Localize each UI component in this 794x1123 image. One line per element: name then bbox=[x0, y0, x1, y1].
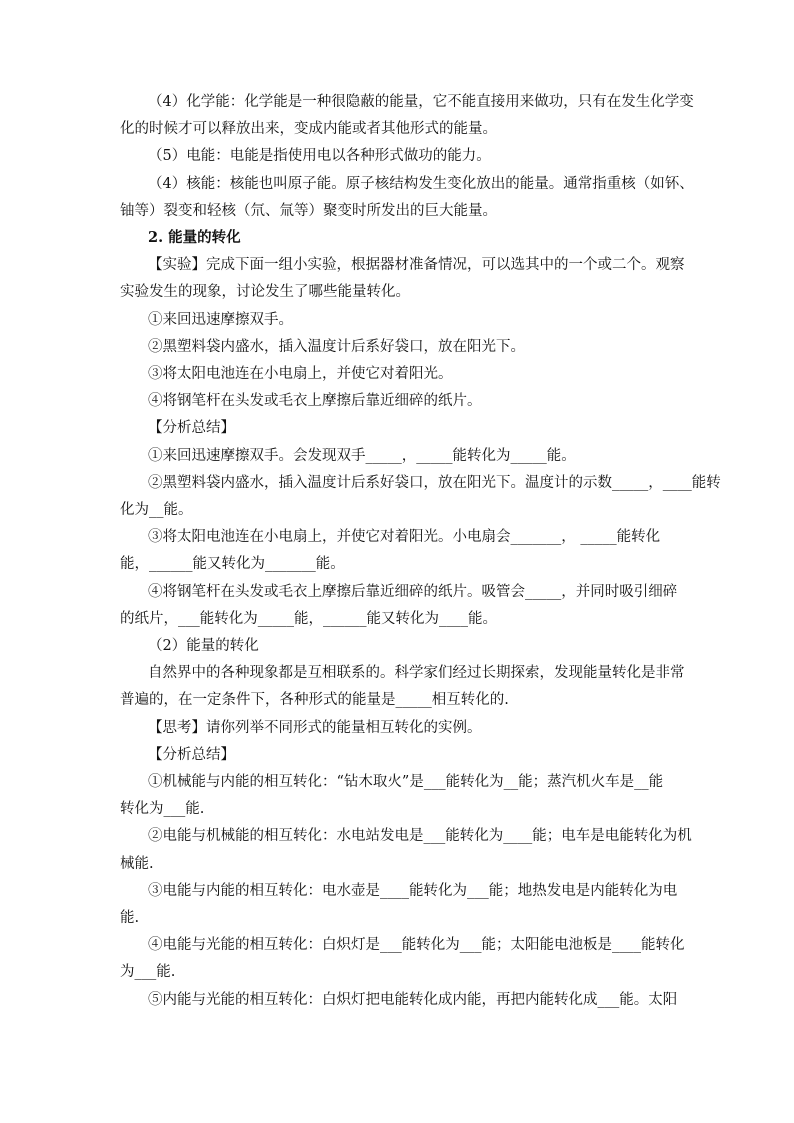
text-line: ①来回迅速摩擦双手。会发现双手_____，_____能转化为_____能。 bbox=[148, 447, 576, 464]
text-line: ③将太阳电池连在小电扇上，并使它对着阳光。小电扇会_______， _____能转化 bbox=[148, 529, 661, 546]
text-line: 的纸片，___能转化为_____能，______能又转化为____能。 bbox=[120, 610, 497, 627]
text-line: ④电能与光能的相互转化：白炽灯是___能转化为___能；太阳能电池板是____能转化 bbox=[148, 937, 685, 954]
text-line: ④将钢笔杆在头发或毛衣上摩擦后靠近细碎的纸片。 bbox=[148, 393, 482, 410]
text-line: 【实验】完成下面一组小实验，根据器材准备情况，可以选其中的一个或二个。观察 bbox=[148, 257, 685, 274]
text-line: 普遍的，在一定条件下，各种形式的能量是_____相互转化的. bbox=[120, 692, 509, 709]
text-line: （5）电能：电能是指使用电以各种形式做功的能力。 bbox=[148, 148, 491, 165]
text-line: 化为__能。 bbox=[120, 502, 193, 518]
text-line: 实验发生的现象，讨论发生了哪些能量转化。 bbox=[120, 284, 410, 301]
text-line: 化的时候才可以释放出来，变成内能或者其他形式的能量。 bbox=[120, 121, 497, 138]
text-line: 铀等）裂变和轻核（氘、氚等）聚变时所发出的巨大能量。 bbox=[120, 202, 497, 219]
section-heading: 2. 能量的转化 bbox=[148, 229, 241, 246]
text-line: ①来回迅速摩擦双手。 bbox=[148, 311, 293, 328]
text-line: 械能. bbox=[120, 855, 154, 872]
text-line: （4）化学能：化学能是一种很隐蔽的能量，它不能直接用来做功，只有在发生化学变 bbox=[148, 94, 694, 110]
text-line: ④将钢笔杆在头发或毛衣上摩擦后靠近细碎的纸片。吸管会_____，并同时吸引细碎 bbox=[148, 583, 678, 600]
text-line: ⑤内能与光能的相互转化：白炽灯把电能转化成内能，再把内能转化成___能。太阳 bbox=[148, 991, 678, 1008]
text-line: 转化为___能. bbox=[120, 801, 205, 818]
text-line: 【分析总结】 bbox=[148, 420, 235, 437]
text-line: ①机械能与内能的相互转化：“钻木取火”是___能转化为__能；蒸汽机火车是__能 bbox=[148, 774, 664, 790]
text-line: ②黑塑料袋内盛水，插入温度计后系好袋口，放在阳光下。 bbox=[148, 338, 525, 355]
text-line: 能，______能又转化为_______能。 bbox=[120, 556, 345, 573]
text-line: ③将太阳电池连在小电扇上，并使它对着阳光。 bbox=[148, 366, 453, 382]
text-line: 【思考】请你列举不同形式的能量相互转化的实例。 bbox=[148, 719, 482, 736]
text-line: ②电能与机械能的相互转化：水电站发电是___能转化为____能；电车是电能转化为机 bbox=[148, 828, 692, 845]
text-line: （4）核能：核能也叫原子能。原子核结构发生变化放出的能量。通常指重核（如钚、 bbox=[148, 175, 694, 192]
text-line: 能. bbox=[120, 910, 140, 926]
text-line: 自然界中的各种现象都是互相联系的。科学家们经过长期探索，发现能量转化是非常 bbox=[148, 665, 685, 682]
text-line: ③电能与内能的相互转化：电水壶是____能转化为___能；地热发电是内能转化为电 bbox=[148, 882, 678, 899]
text-line: ②黑塑料袋内盛水，插入温度计后系好袋口，放在阳光下。温度计的示数_____，____能转 bbox=[148, 474, 721, 491]
text-line: 【分析总结】 bbox=[148, 746, 235, 763]
text-line: 为___能. bbox=[120, 964, 176, 981]
text-line: （2）能量的转化 bbox=[148, 638, 259, 654]
